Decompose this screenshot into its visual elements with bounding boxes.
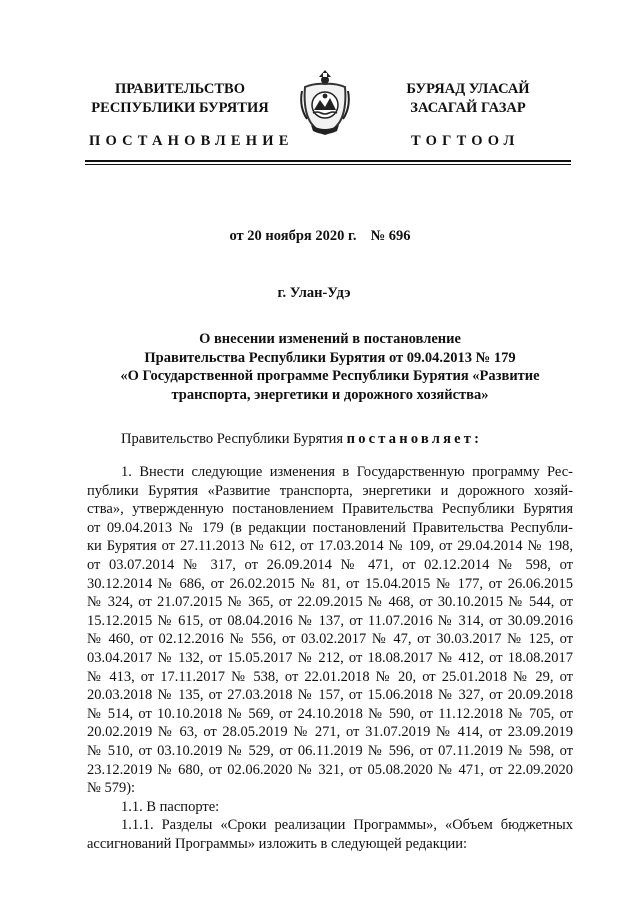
body-line: № 460, от 02.12.2016 № 556, от 03.02.2017 № 47, от 30.03.2017 № 125, от xyxy=(87,631,573,648)
preamble-action: постановляет: xyxy=(346,431,483,447)
government-name-russian xyxy=(82,80,278,118)
body-line: 1. Внести следующие изменения в Государственную программу Рес- xyxy=(121,464,573,480)
government-name-buryat-line2: ЗАСАГАЙ ГАЗАР xyxy=(410,100,526,116)
body-line: от 03.07.2014 № 317, от 26.09.2014 № 471, от 02.12.2014 № 598, от xyxy=(87,556,573,573)
body-line: 20.02.2019 № 63, от 28.05.2019 № 271, от 31.07.2019 № 414, от 23.09.2019 xyxy=(87,724,573,741)
doc-type-russian: ПОСТАНОВЛЕНИЕ xyxy=(89,133,294,149)
coat-of-arms-buryatia-icon xyxy=(297,67,353,137)
preamble-text: Правительство Республики Бурятия xyxy=(121,431,344,447)
body-line: 1.1.1. Разделы «Сроки реализации Программы», «Объем бюджетных xyxy=(121,817,573,834)
body-line: № 514, от 10.10.2018 № 569, от 24.10.2018 № 590, от 11.12.2018 № 705, от xyxy=(87,705,573,722)
body-line: № 324, от 21.07.2015 № 365, от 22.09.2015 № 468, от 30.10.2015 № 544, от xyxy=(87,594,573,611)
title-line: «О Государственной программе Республики Бурятия «Развитие xyxy=(120,368,540,384)
doc-type-buryat: ТОГТООЛ xyxy=(411,133,520,149)
body-line: публики Бурятия «Развитие транспорта, энергетики и дорожного хозяй- xyxy=(87,482,573,499)
decree-date: от 20 ноября 2020 г. xyxy=(229,228,357,244)
body-line: № 579): xyxy=(87,780,136,797)
body-line: 03.04.2017 № 132, от 15.05.2017 № 212, от 18.08.2017 № 412, от 18.08.2017 xyxy=(87,649,573,666)
body-line: 15.12.2015 № 615, от 08.04.2016 № 137, от 11.07.2016 № 314, от 30.09.2016 xyxy=(87,612,573,629)
city-line: г. Улан-Удэ xyxy=(277,285,351,301)
body-line: ассигнований Программы» изложить в следующей редакции: xyxy=(87,835,468,852)
body-line: 1.1. В паспорте: xyxy=(121,798,220,815)
government-name-buryat xyxy=(382,80,554,118)
decree-number: № 696 xyxy=(370,228,411,244)
body-line: № 413, от 17.11.2017 № 538, от 22.01.2018 № 20, от 25.01.2018 № 29, от xyxy=(87,668,573,685)
body-line: от 09.04.2013 № 179 (в редакции постановлений Правительства Республи- xyxy=(87,519,573,536)
decree-body xyxy=(87,463,573,853)
date-number-line xyxy=(0,228,640,245)
decree-title xyxy=(95,330,565,404)
title-line: Правительства Республики Бурятия от 09.04.2013 № 179 xyxy=(144,349,516,366)
body-line: № 510, от 03.10.2019 № 529, от 06.11.2019 № 596, от 07.11.2019 № 598, от xyxy=(87,742,573,759)
preamble xyxy=(121,431,482,448)
body-line: 20.03.2018 № 135, от 27.03.2018 № 157, от 15.06.2018 № 327, от 20.09.2018 xyxy=(87,687,573,704)
body-line: 23.12.2019 № 680, от 02.06.2020 № 321, от 05.08.2020 № 471, от 22.09.2020 xyxy=(87,761,573,778)
government-name-line2: РЕСПУБЛИКИ БУРЯТИЯ xyxy=(91,100,269,116)
title-line: О внесении изменений в постановление xyxy=(199,331,461,347)
header-divider-thick xyxy=(85,160,571,162)
body-line: ки Бурятия от 27.11.2013 № 612, от 17.03.2014 № 109, от 29.04.2014 № 198, xyxy=(87,538,573,555)
government-name-buryat-line1: БУРЯАД УЛАСАЙ xyxy=(406,81,530,97)
body-line: ства», утвержденную постановлением Правительства Республики Бурятия xyxy=(87,501,573,518)
government-name-line1: ПРАВИТЕЛЬСТВО xyxy=(115,81,245,97)
header-divider-thin xyxy=(85,164,571,165)
body-line: 30.12.2014 № 686, от 26.02.2015 № 81, от 15.04.2015 № 177, от 26.06.2015 xyxy=(87,575,573,592)
title-line: транспорта, энергетики и дорожного хозяйства» xyxy=(171,386,489,403)
